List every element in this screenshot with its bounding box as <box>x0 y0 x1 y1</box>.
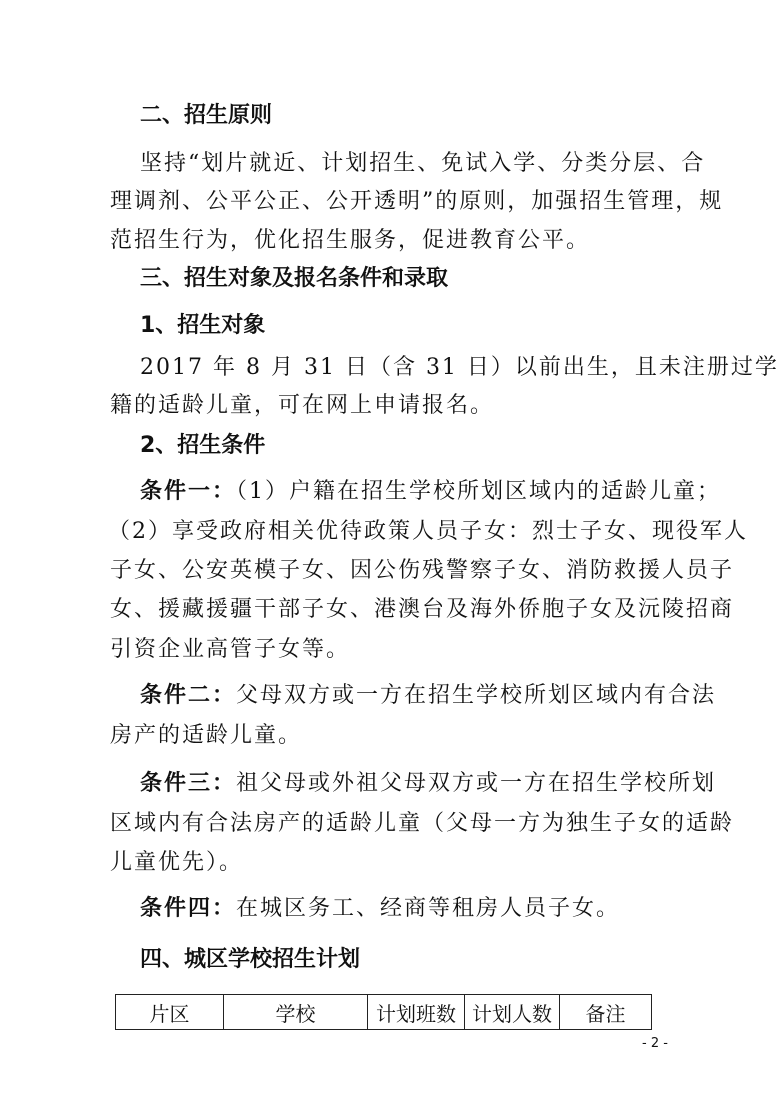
section-3-heading: 三、招生对象及报名条件和录取 <box>140 266 449 291</box>
paragraph-line: 女、援藏援疆干部子女、港澳台及海外侨胞子女及沅陵招商 <box>110 597 735 622</box>
table-header-district: 片区 <box>116 995 224 1030</box>
condition-2-text: 父母双方或一方在招生学校所划区域内有合法 <box>236 683 717 708</box>
paragraph-line: 范招生行为，优化招生服务，促进教育公平。 <box>110 228 591 253</box>
condition-3-line <box>140 770 716 798</box>
table-header-student-count: 计划人数 <box>465 995 560 1030</box>
condition-2-label: 条件二： <box>140 683 237 708</box>
paragraph-line: （2）享受政府相关优待政策人员子女：烈士子女、现役军人 <box>108 519 748 544</box>
enrollment-plan-table <box>115 994 652 1030</box>
paragraph-line: 2017 年 8 月 31 日（含 31 日）以前出生，且未注册过学 <box>140 355 779 380</box>
table-header-remarks: 备注 <box>560 995 652 1030</box>
section-3-2-heading: 2、招生条件 <box>140 433 266 458</box>
table-header-school: 学校 <box>224 995 368 1030</box>
condition-1-text: （1）户籍在招生学校所划区域内的适龄儿童； <box>236 479 722 504</box>
section-2-heading: 二、招生原则 <box>140 103 273 128</box>
paragraph-line: 引资企业高管子女等。 <box>110 637 351 662</box>
table-header-row <box>116 995 652 1030</box>
paragraph-line: 坚持“划片就近、计划招生、免试入学、分类分层、合 <box>140 151 706 176</box>
condition-1-line <box>140 478 721 506</box>
table-header-class-count: 计划班数 <box>368 995 465 1030</box>
section-3-1-heading: 1、招生对象 <box>140 313 266 338</box>
condition-4-line <box>140 895 620 923</box>
paragraph-line: 子女、公安英模子女、因公伤残警察子女、消防救援人员子 <box>110 558 735 583</box>
page-number: - 2 - <box>642 1036 668 1051</box>
condition-4-text: 在城区务工、经商等租房人员子女。 <box>236 896 621 921</box>
paragraph-line: 房产的适龄儿童。 <box>110 723 303 748</box>
paragraph-line: 区域内有合法房产的适龄儿童（父母一方为独生子女的适龄 <box>110 811 735 836</box>
section-4-heading: 四、城区学校招生计划 <box>140 947 361 972</box>
paragraph-line: 理调剂、公平公正、公开透明”的原则，加强招生管理，规 <box>110 189 724 214</box>
condition-2-line <box>140 682 716 710</box>
condition-3-label: 条件三： <box>140 771 237 796</box>
condition-1-label: 条件一： <box>140 479 237 504</box>
paragraph-line: 儿童优先）。 <box>110 850 244 875</box>
condition-3-text: 祖父母或外祖父母双方或一方在招生学校所划 <box>236 771 717 796</box>
condition-4-label: 条件四： <box>140 896 237 921</box>
paragraph-line: 籍的适龄儿童，可在网上申请报名。 <box>110 393 495 418</box>
